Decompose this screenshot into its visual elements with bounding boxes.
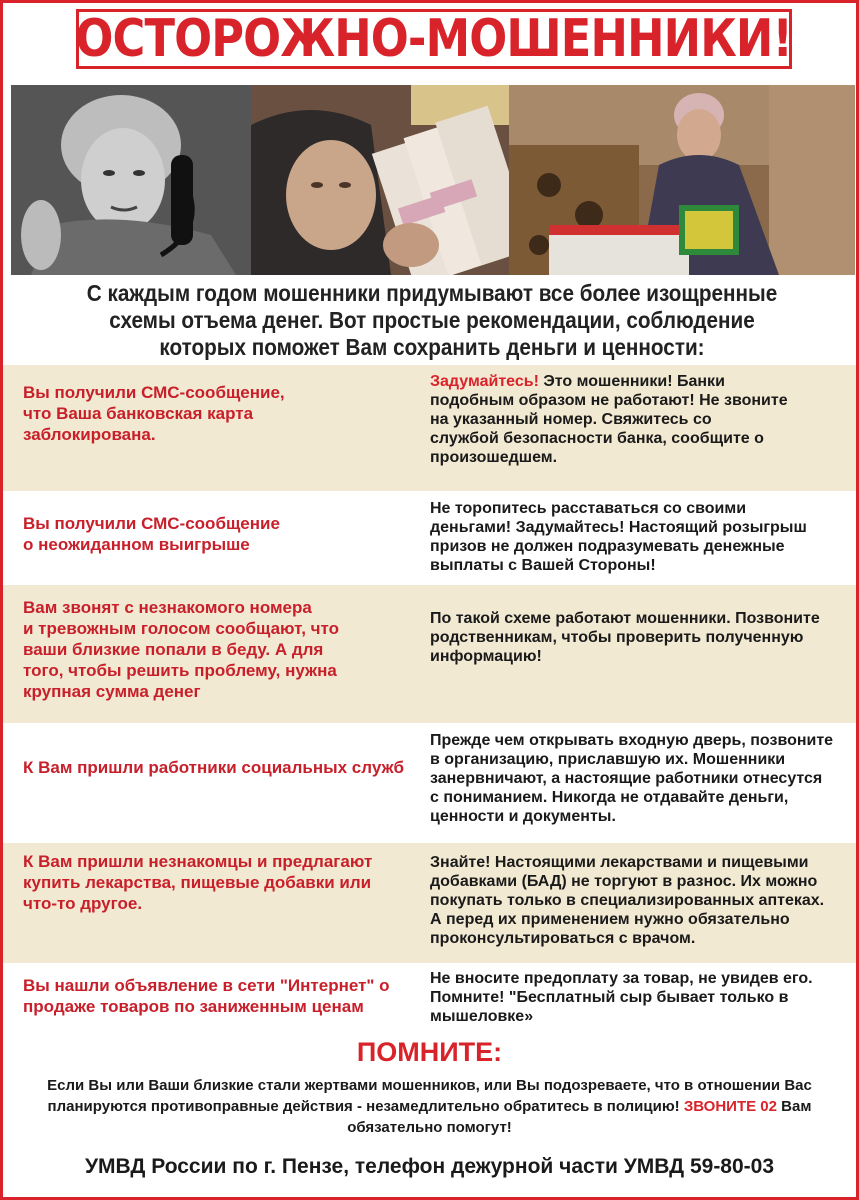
table-row xyxy=(3,585,856,723)
remember-heading: ПОМНИТЕ: xyxy=(356,1037,503,1067)
footer-line: обязательно помогут! xyxy=(347,1119,512,1136)
intro-line: схемы отъема денег. Вот простые рекомендации, соблюдение xyxy=(109,307,755,333)
situation-cell xyxy=(23,382,413,445)
advice-cell xyxy=(430,969,854,1026)
advice-cell xyxy=(430,853,854,948)
photo-woman-phone xyxy=(11,85,251,275)
footer-notice xyxy=(7,1075,852,1138)
advice-line: призов не должен подразумевать денежные xyxy=(430,538,785,555)
advice-line: добавками (БАД) не торгуют в разнос. Их можно xyxy=(430,873,818,890)
footer-line-end: Вам xyxy=(781,1098,812,1115)
situation-line: Вы нашли объявление в сети "Интернет" о xyxy=(23,976,390,995)
advice-line: произошедшем. xyxy=(430,449,558,466)
advice-line: выплаты с Вашей Стороны! xyxy=(430,557,656,574)
situation-line: о неожиданном выигрыше xyxy=(23,535,250,554)
situation-line: Вы получили СМС-сообщение xyxy=(23,514,280,533)
advice-line: По такой схеме работают мошенники. Позвоните xyxy=(430,610,820,627)
situation-line: Вы получили СМС-сообщение, xyxy=(23,383,285,402)
advice-line: в организацию, приславшую их. Мошенники xyxy=(430,751,786,768)
situation-line: того, чтобы решить проблему, нужна xyxy=(23,661,337,680)
situation-line: заблокирована. xyxy=(23,425,156,444)
advice-cell xyxy=(430,499,854,575)
footer-line: Если Вы или Ваши близкие стали жертвами мошенников, или Вы подозреваете, что в отношении Вас xyxy=(47,1077,812,1094)
situation-cell xyxy=(23,975,413,1017)
title-frame xyxy=(76,9,792,69)
advice-line: информацию! xyxy=(430,648,542,665)
situation-line: К Вам пришли работники социальных служб xyxy=(23,758,405,777)
footer-line xyxy=(7,1096,852,1117)
situation-cell xyxy=(23,757,413,778)
advice-warning: Задумайтесь! xyxy=(430,373,539,390)
advice-line-rest: Это мошенники! Банки xyxy=(538,373,725,390)
situation-line: Вам звонят с незнакомого номера xyxy=(23,598,312,617)
situation-line: ваши близкие попали в беду. А для xyxy=(23,640,324,659)
table-row xyxy=(3,491,856,585)
situation-line: К Вам пришли незнакомцы и предлагают xyxy=(23,852,373,871)
advice-line: ценности и документы. xyxy=(430,808,616,825)
advice-line xyxy=(430,372,854,391)
photo-woman-money xyxy=(251,85,509,275)
advice-line: с пониманием. Никогда не отдавайте деньги, xyxy=(430,789,789,806)
advice-line: занервничают, а настоящие работники отнесутся xyxy=(430,770,823,787)
situation-line: и тревожным голосом сообщают, что xyxy=(23,619,340,638)
advice-line: Не торопитесь расставаться со своими xyxy=(430,500,747,517)
intro-line: С каждым годом мошенники придумывают все более изощренные xyxy=(86,280,778,306)
advice-cell xyxy=(430,372,854,467)
advice-line: проконсультироваться с врачом. xyxy=(430,930,696,947)
advice-line: Не вносите предоплату за товар, не увидев его. xyxy=(430,970,813,987)
table-row xyxy=(3,723,856,843)
situation-cell xyxy=(23,851,413,914)
photo-woman-box xyxy=(509,85,855,275)
advice-line: Знайте! Настоящими лекарствами и пищевыми xyxy=(430,854,809,871)
contact-line: УМВД России по г. Пензе, телефон дежурной части УМВД 59-80-03 xyxy=(84,1155,775,1178)
situation-line: купить лекарства, пищевые добавки или xyxy=(23,873,372,892)
intro-line: которых поможет Вам сохранить деньги и ценности: xyxy=(159,334,705,360)
advice-line: мышеловке» xyxy=(430,1008,534,1025)
table-row xyxy=(3,365,856,491)
advice-line: службой безопасности банка, сообщите о xyxy=(430,430,764,447)
footer-line-start: планируются противоправные действия - незамедлительно обратитесь в полицию! xyxy=(47,1098,680,1115)
advice-table xyxy=(3,365,856,1037)
table-row xyxy=(3,963,856,1037)
advice-line: подобным образом не работают! Не звоните xyxy=(430,392,788,409)
photo-strip xyxy=(11,85,855,275)
situation-line: что Ваша банковская карта xyxy=(23,404,254,423)
call-police-text: ЗВОНИТЕ 02 xyxy=(683,1098,777,1115)
table-row xyxy=(3,843,856,963)
advice-line: деньгами! Задумайтесь! Настоящий розыгрыш xyxy=(430,519,807,536)
situation-line: крупная сумма денег xyxy=(23,682,201,701)
situation-cell xyxy=(23,513,413,555)
advice-line: покупать только в специализированных аптеках. xyxy=(430,892,825,909)
advice-line: на указанный номер. Свяжитесь со xyxy=(430,411,712,428)
advice-line: Прежде чем открывать входную дверь, позвоните xyxy=(430,732,834,749)
advice-line: А перед их применением нужно обязательно xyxy=(430,911,790,928)
intro-text xyxy=(11,280,853,361)
situation-cell xyxy=(23,597,413,702)
situation-line: что-то другое. xyxy=(23,894,143,913)
advice-line: Помните! "Бесплатный сыр бывает только в xyxy=(430,989,789,1006)
advice-cell xyxy=(430,731,854,826)
page-title: ОСТОРОЖНО-МОШЕННИКИ! xyxy=(75,9,793,69)
advice-cell xyxy=(430,609,854,666)
situation-line: продаже товаров по заниженным ценам xyxy=(23,997,364,1016)
advice-line: родственникам, чтобы проверить полученную xyxy=(430,629,804,646)
